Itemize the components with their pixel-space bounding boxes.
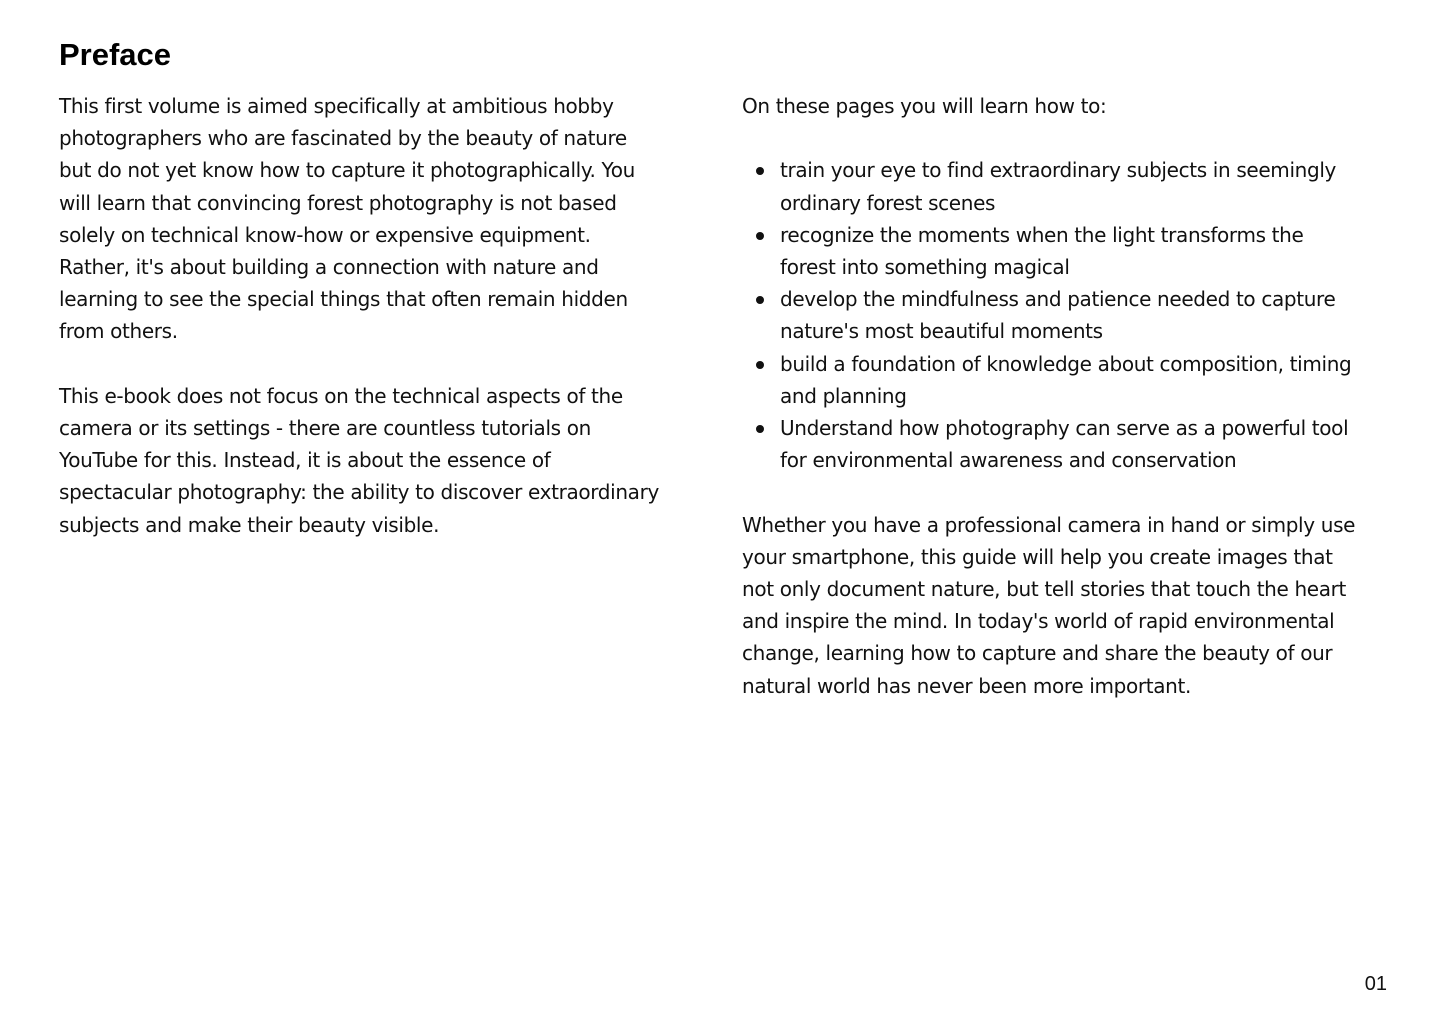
paragraph-gap <box>59 348 659 380</box>
preface-paragraph-audience: This first volume is aimed specifically at ambitious hobby photographers who are fascinated by the beauty of nature but do not yet know how to capture it photographically. You will learn that convincing forest photography is not based solely on technical know-how or expensive equipment. Rather, it's about building a connection with nature and learning to see the special things that often remain hidden from others. <box>59 94 635 344</box>
list-item-text: train your eye to find extraordinary subjects in seemingly ordinary forest scenes <box>780 158 1337 215</box>
bullet-icon <box>756 425 764 433</box>
paragraph-gap <box>742 122 1362 154</box>
preface-paragraph-focus: This e-book does not focus on the technical aspects of the camera or its settings - there are countless tutorials on YouTube for this. Instead, it is about the essence of spectacular photography: the ability to discover extraordinary subjects and make their beauty visible. <box>59 383 659 537</box>
right-column <box>742 90 1362 702</box>
list-item-text: develop the mindfulness and patience needed to capture nature's most beautiful moments <box>780 287 1336 344</box>
list-item-text: recognize the moments when the light transforms the forest into something magical <box>780 222 1304 279</box>
bullet-icon <box>756 232 764 240</box>
bullet-icon <box>756 296 764 304</box>
list-item-text: Understand how photography can serve as a powerful tool for environmental awareness and conservation <box>780 416 1349 473</box>
list-item <box>742 219 1362 283</box>
learning-goals-list <box>742 154 1362 476</box>
page-number: 01 <box>1364 973 1387 995</box>
list-item-text: build a foundation of knowledge about composition, timing and planning <box>780 351 1352 408</box>
list-item <box>742 283 1362 347</box>
page-title: Preface <box>59 37 172 72</box>
list-item <box>742 154 1362 218</box>
paragraph-gap <box>742 476 1362 508</box>
list-item <box>742 348 1362 412</box>
bullet-icon <box>756 167 764 175</box>
closing-paragraph: Whether you have a professional camera in hand or simply use your smartphone, this guide will help you create images that not only document nature, but tell stories that touch the heart and inspire the mind. In today's world of rapid environmental change, learning how to capture and share the beauty of our natural world has never been more important. <box>742 512 1356 698</box>
list-item <box>742 412 1362 476</box>
learning-intro: On these pages you will learn how to: <box>742 94 1107 118</box>
bullet-icon <box>756 361 764 369</box>
left-column <box>59 90 659 541</box>
